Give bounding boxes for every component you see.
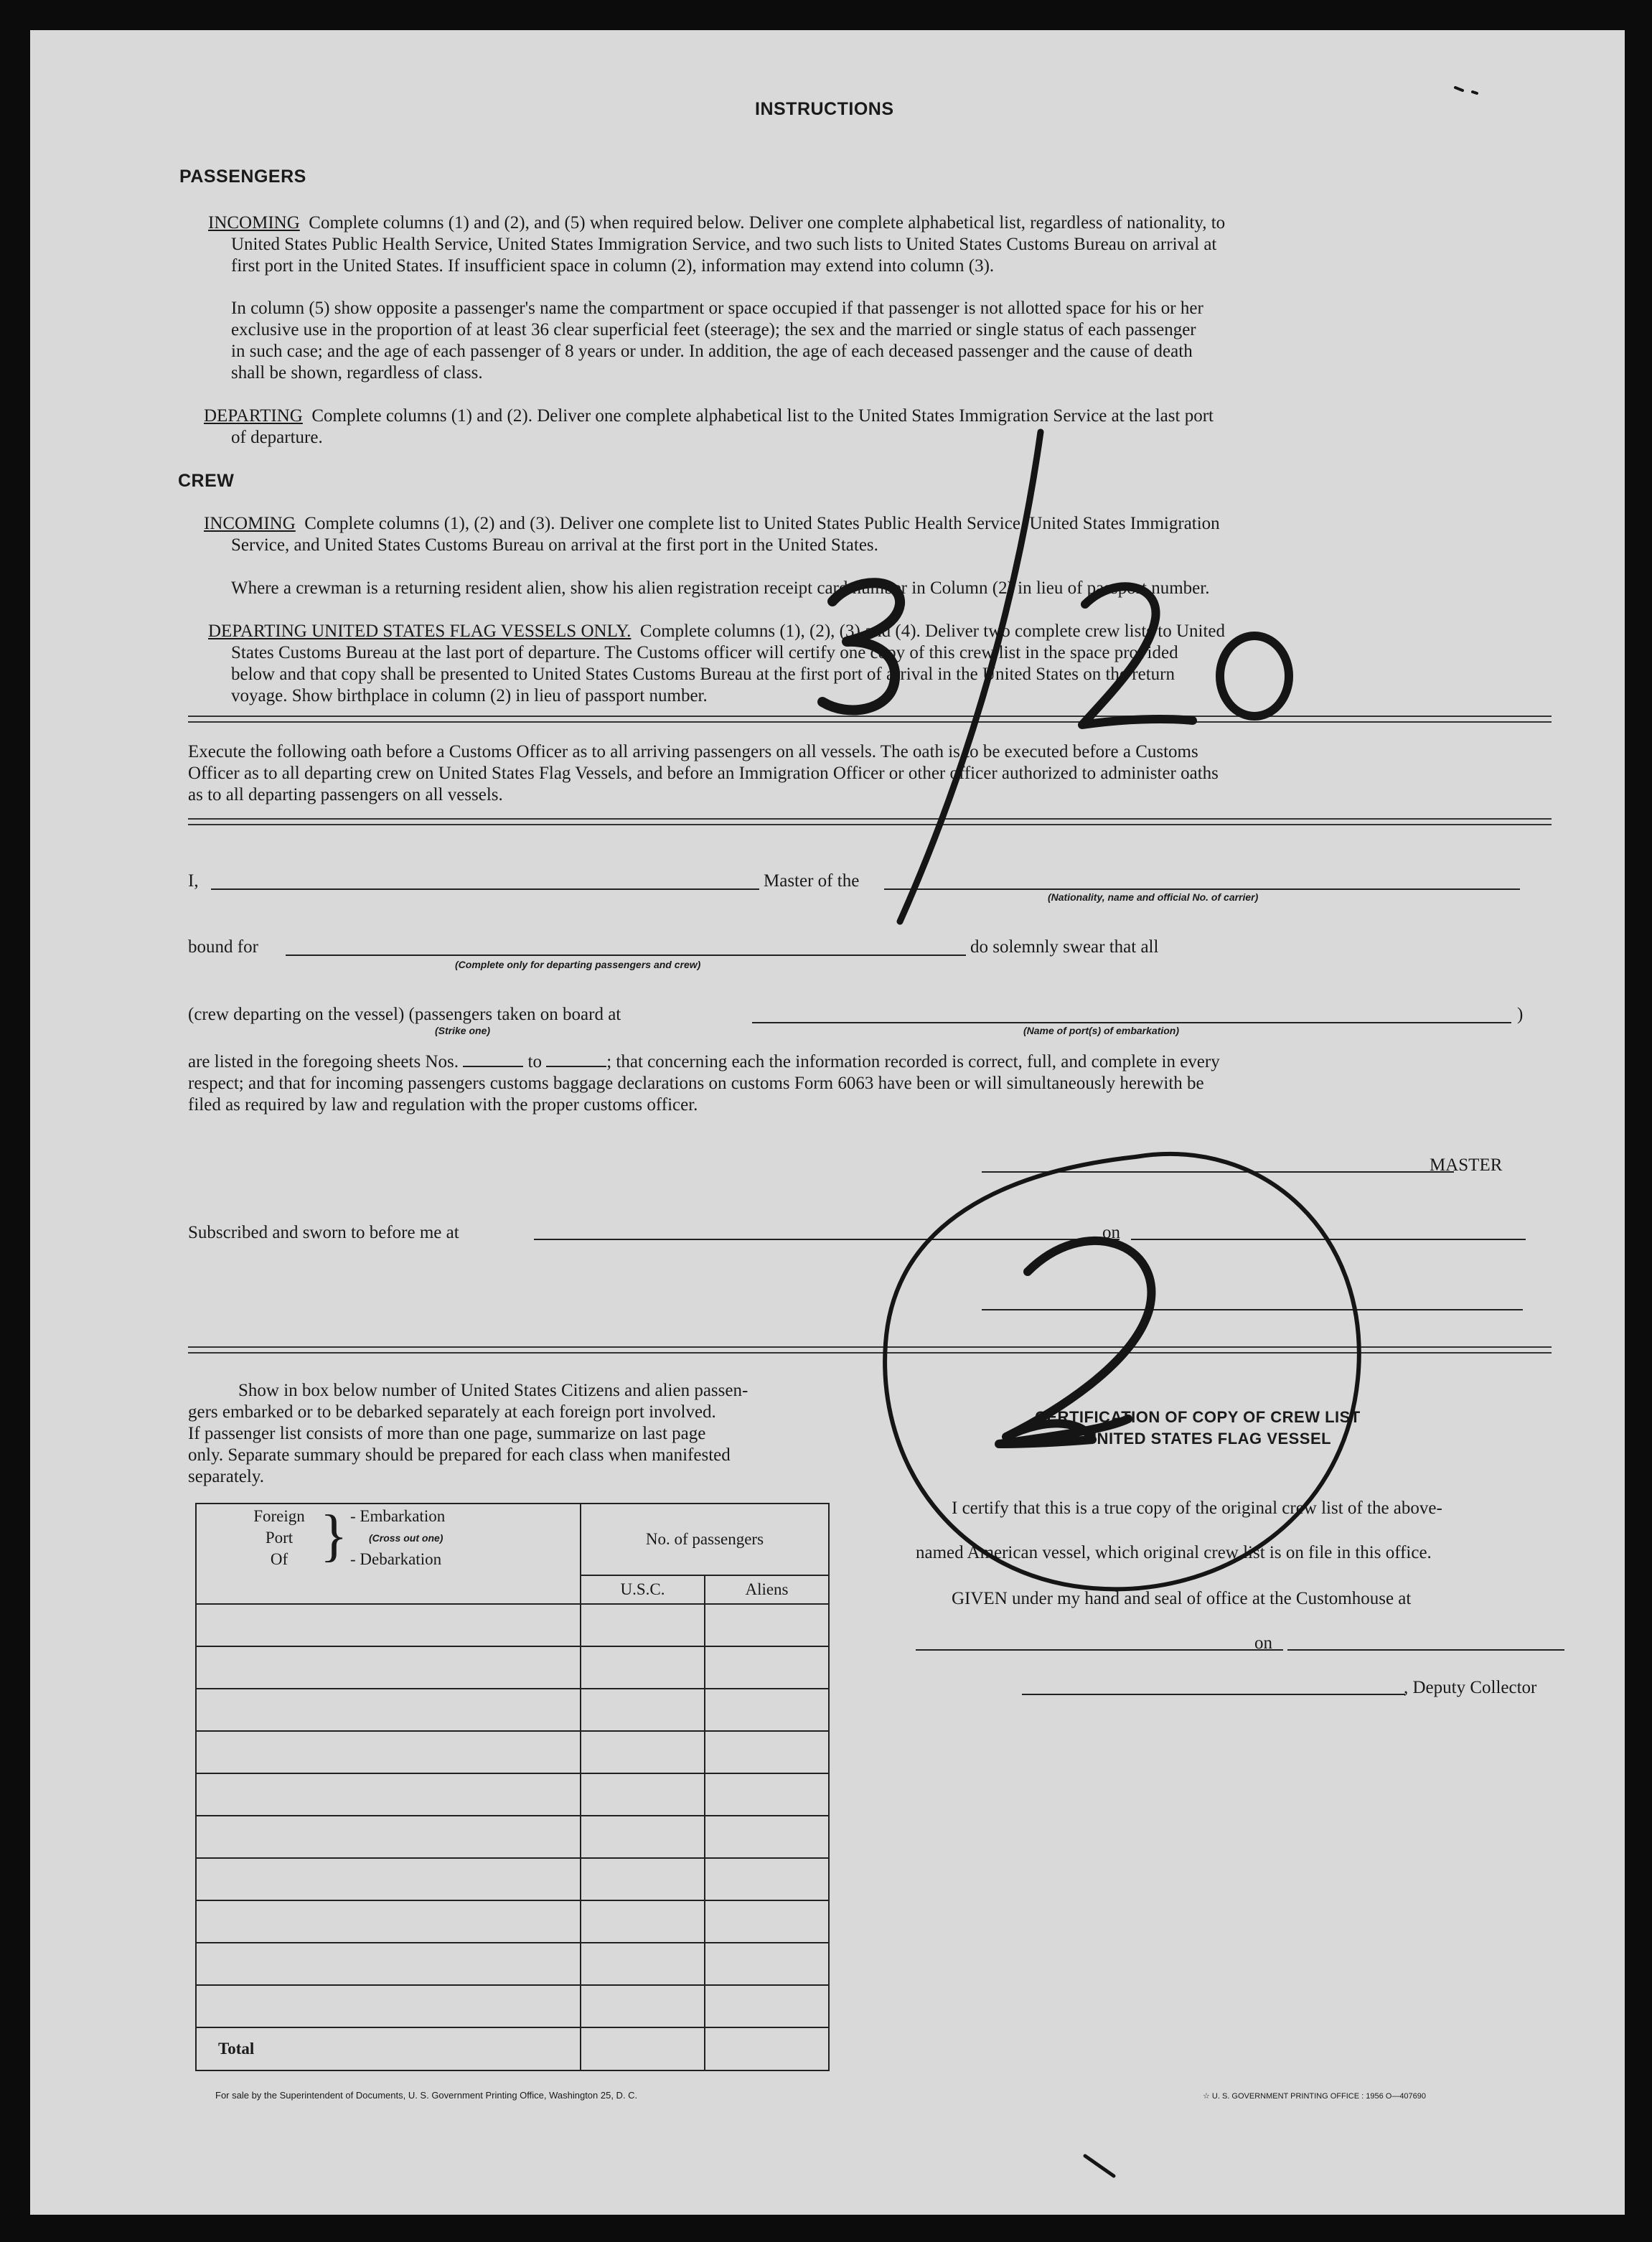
table-row xyxy=(196,1689,829,1731)
table-row xyxy=(196,1858,829,1900)
oath-i-label: I, xyxy=(188,871,199,891)
deputy-collector-field[interactable] xyxy=(1022,1694,1405,1695)
oath-note-line1: Execute the following oath before a Customs Officer as to all arriving passengers on all vessels. The oath is to be executed before a Customs xyxy=(188,742,1198,761)
table-row xyxy=(196,1985,829,2027)
table-row xyxy=(196,1943,829,1985)
table-row xyxy=(196,1900,829,1943)
handwritten-0 xyxy=(1220,636,1289,716)
table-row xyxy=(196,1604,829,1646)
passengers-heading: PASSENGERS xyxy=(179,166,306,187)
certification-heading1: CERTIFICATION OF COPY OF CREW LIST xyxy=(1035,1408,1361,1426)
officer-signature-field[interactable] xyxy=(982,1309,1523,1310)
listed-to-label: to xyxy=(527,1052,542,1071)
debarkation-label: - Debarkation xyxy=(350,1550,442,1568)
total-row xyxy=(196,2027,829,2070)
crew-incoming-text: Complete columns (1), (2) and (3). Deliver one complete list to United States Public Health Service, United States Immigration xyxy=(304,514,1220,533)
large-circle xyxy=(885,1154,1359,1589)
embarkation-label: - Embarkation xyxy=(350,1507,446,1525)
stray-mark xyxy=(1455,88,1477,93)
brace: } xyxy=(320,1504,348,1567)
cross-out-caption: (Cross out one) xyxy=(369,1532,443,1544)
footer-left: For sale by the Superintendent of Documents, U. S. Government Printing Office, Washington 25, D. C. xyxy=(215,2090,638,2101)
sheet-to-field[interactable] xyxy=(546,1066,606,1067)
crew-departing-line3: below and that copy shall be presented to United States Customs Bureau at the first port of arrival in the United States on the return xyxy=(231,665,1175,684)
oath-note-line3: as to all departing passengers on all vessels. xyxy=(188,785,503,805)
passengers-incoming-line3: first port in the United States. If insufficient space in column (2), information may extend into column (3). xyxy=(231,256,995,276)
aliens-header: Aliens xyxy=(705,1575,829,1604)
filed-line: filed as required by law and regulation with the proper customs officer. xyxy=(188,1095,698,1115)
passengers-departing-label: DEPARTING xyxy=(204,406,303,426)
table-row xyxy=(196,1816,829,1858)
sworn-on-label: on xyxy=(1102,1223,1120,1242)
summary-line5: separately. xyxy=(188,1467,264,1486)
summary-line2: gers embarked or to be debarked separately at each foreign port involved. xyxy=(188,1402,716,1422)
crew-departing-clause: (crew departing on the vessel) (passengers taken on board at xyxy=(188,1005,621,1024)
column5-line3: in such case; and the age of each passenger of 8 years or under. In addition, the age of each deceased passenger and the cause of death xyxy=(231,342,1193,361)
crew-incoming-label: INCOMING xyxy=(204,514,296,533)
carrier-caption: (Nationality, name and official No. of carrier) xyxy=(1048,891,1259,903)
column5-line2: exclusive use in the proportion of at least 36 clear superficial feet (steerage); the sex and the married or single status of each passenger xyxy=(231,320,1196,339)
form-page xyxy=(30,30,1625,2215)
certification-line2: named American vessel, which original crew list is on file in this office. xyxy=(916,1543,1432,1562)
certification-on-label: on xyxy=(1254,1633,1272,1653)
divider xyxy=(188,716,1552,723)
carrier-field[interactable] xyxy=(884,888,1520,890)
divider xyxy=(188,818,1552,825)
listed-line xyxy=(188,1051,1220,1073)
master-signature-field[interactable] xyxy=(982,1171,1454,1173)
crew-departing-line1 xyxy=(208,620,1225,642)
summary-line3: If passenger list consists of more than one page, summarize on last page xyxy=(188,1424,706,1443)
of-label: Of xyxy=(270,1550,288,1568)
passengers-incoming-line1 xyxy=(208,212,1225,234)
passengers-incoming-text: Complete columns (1) and (2), and (5) when required below. Deliver one complete alphabetical list, regardless of nationality, to xyxy=(309,213,1226,233)
crew-departing-line4: voyage. Show birthplace in column (2) in lieu of passport number. xyxy=(231,686,708,705)
crew-incoming-line2: Service, and United States Customs Bureau on arrival at the first port in the United States. xyxy=(231,535,878,555)
passengers-departing-line1 xyxy=(204,405,1214,427)
master-name-field[interactable] xyxy=(211,888,759,890)
crew-departing-label: DEPARTING UNITED STATES FLAG VESSELS ONLY. xyxy=(208,622,632,641)
listed-rest: ; that concerning each the information recorded is correct, full, and complete in every xyxy=(606,1052,1220,1071)
stray-mark xyxy=(1085,2156,1114,2176)
deputy-collector-label: , Deputy Collector xyxy=(1404,1678,1537,1697)
close-paren: ) xyxy=(1517,1005,1524,1024)
embarkation-port-field[interactable] xyxy=(752,1022,1511,1023)
bound-for-field[interactable] xyxy=(286,955,966,956)
swear-label: do solemnly swear that all xyxy=(970,937,1159,957)
column5-line4: shall be shown, regardless of class. xyxy=(231,363,483,383)
oath-note-line2: Officer as to all departing crew on United States Flag Vessels, and before an Immigration Officer or other officer authorized to administer oaths xyxy=(188,764,1219,783)
passengers-incoming-label: INCOMING xyxy=(208,213,300,233)
sworn-place-field[interactable] xyxy=(534,1239,1120,1240)
total-usc-cell[interactable] xyxy=(581,2027,705,2070)
sheet-from-field[interactable] xyxy=(463,1066,523,1067)
port-header-cell xyxy=(196,1504,581,1604)
summary-line1: Show in box below number of United States Citizens and alien passen- xyxy=(238,1381,748,1400)
bound-for-label: bound for xyxy=(188,937,258,957)
passengers-departing-line2: of departure. xyxy=(231,428,323,447)
foreign-label: Foreign xyxy=(253,1507,305,1525)
table-row xyxy=(196,1773,829,1816)
subscribed-label: Subscribed and sworn to before me at xyxy=(188,1223,459,1242)
page-title: INSTRUCTIONS xyxy=(755,99,894,119)
port-caption: (Name of port(s) of embarkation) xyxy=(1023,1025,1180,1036)
column5-line1: In column (5) show opposite a passenger's name the compartment or space occupied if that passenger is not allotted space for his or her xyxy=(231,299,1203,318)
no-passengers-header: No. of passengers xyxy=(581,1504,829,1575)
divider xyxy=(188,1346,1552,1354)
usc-header: U.S.C. xyxy=(581,1575,705,1604)
summary-line4: only. Separate summary should be prepared for each class when manifested xyxy=(188,1445,731,1465)
listed-label: are listed in the foregoing sheets Nos. xyxy=(188,1052,459,1071)
passengers-incoming-line2: United States Public Health Service, United States Immigration Service, and two such lists to United States Customs Bureau on arrival at xyxy=(231,235,1217,254)
master-of-label: Master of the xyxy=(764,871,860,891)
crew-departing-text: Complete columns (1), (2), (3) and (4). Deliver two complete crew lists to United xyxy=(639,622,1225,641)
certification-line3: GIVEN under my hand and seal of office at the Customhouse at xyxy=(952,1589,1412,1608)
passengers-departing-text: Complete columns (1) and (2). Deliver one complete alphabetical list to the United States Immigration Service at the last port xyxy=(311,406,1214,426)
respect-line: respect; and that for incoming passengers customs baggage declarations on customs Form 6063 have been or will simultaneously herewith be xyxy=(188,1074,1204,1093)
table-row xyxy=(196,1646,829,1689)
total-label: Total xyxy=(196,2027,581,2070)
customhouse-field[interactable] xyxy=(916,1649,1283,1651)
certification-line1: I certify that this is a true copy of the original crew list of the above- xyxy=(952,1498,1442,1518)
crew-resident-line: Where a crewman is a returning resident alien, show his alien registration receipt card number in Column (2) in lieu of passport number. xyxy=(231,578,1210,598)
certification-heading2: OF UNITED STATES FLAG VESSEL xyxy=(1058,1430,1332,1448)
port-label: Port xyxy=(265,1529,294,1547)
crew-heading: CREW xyxy=(178,471,235,491)
bound-for-caption: (Complete only for departing passengers and crew) xyxy=(455,959,701,970)
certification-date-field[interactable] xyxy=(1287,1649,1564,1651)
table-row xyxy=(196,1731,829,1773)
crew-departing-line2: States Customs Bureau at the last port of departure. The Customs officer will certify one copy of this crew list in the space provided xyxy=(231,643,1178,662)
total-aliens-cell[interactable] xyxy=(705,2027,829,2070)
sworn-date-field[interactable] xyxy=(1131,1239,1526,1240)
passenger-summary-table xyxy=(195,1503,830,2071)
strike-one-caption: (Strike one) xyxy=(435,1025,491,1036)
crew-incoming-line1 xyxy=(204,512,1220,535)
master-label: MASTER xyxy=(1430,1155,1503,1175)
footer-right: ☆ U. S. GOVERNMENT PRINTING OFFICE : 1956 O—407690 xyxy=(1203,2092,1427,2101)
